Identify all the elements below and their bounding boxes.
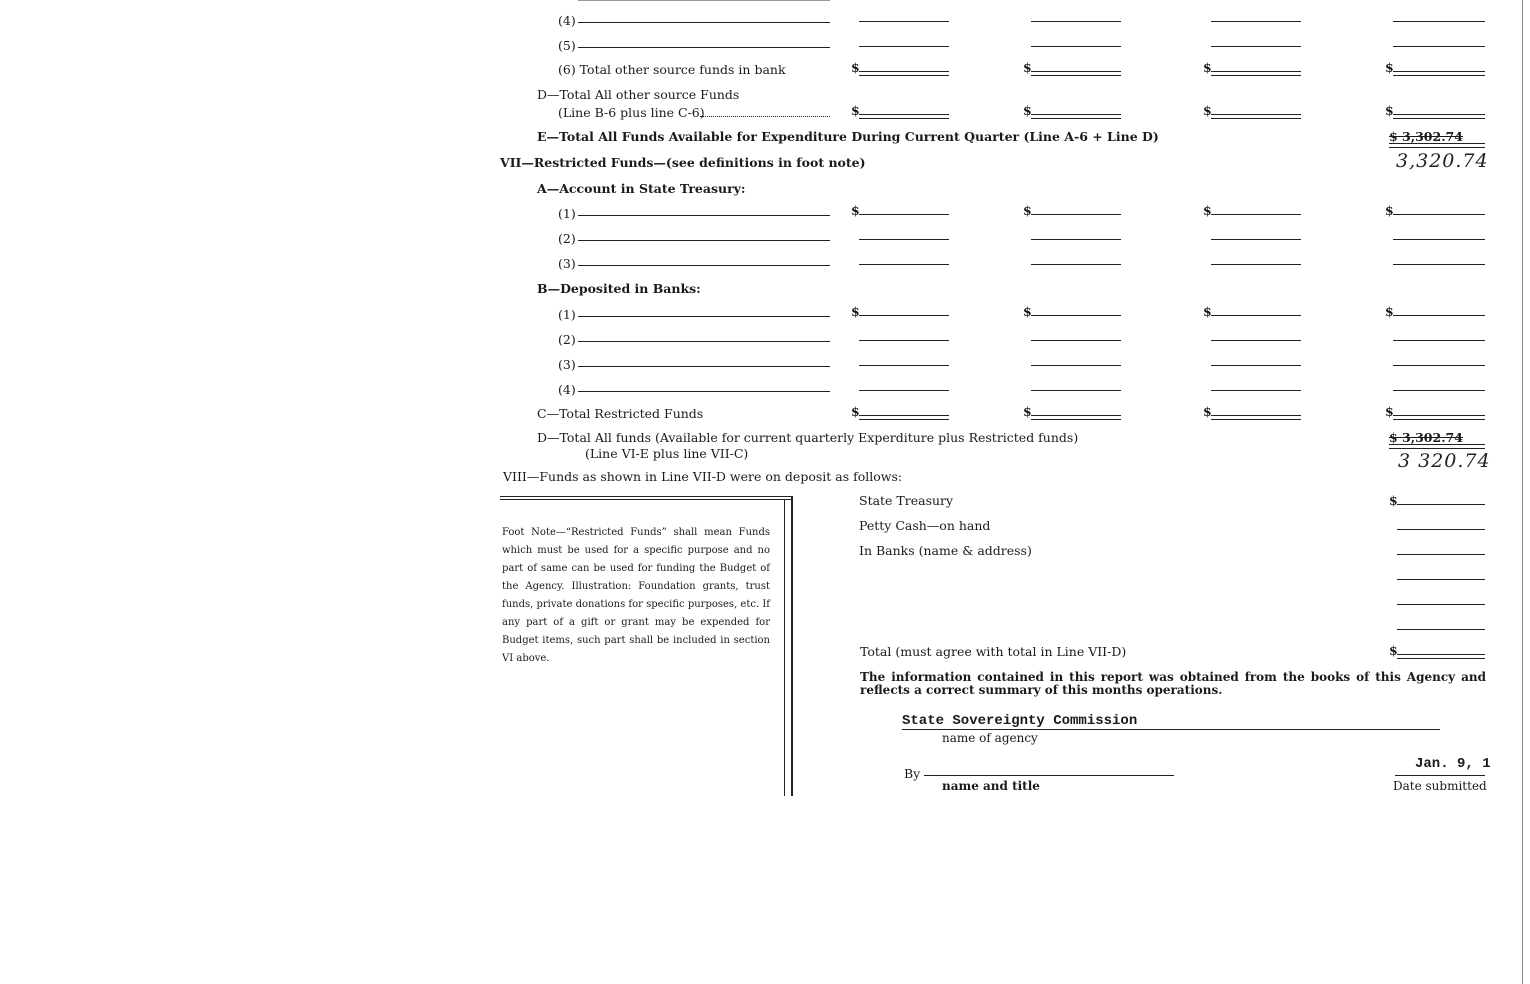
certification-statement: The information contained in this report was obtained from the books of this Agency and reflects a correct summary of this months operations. xyxy=(860,670,1486,697)
line-d-sub: (Line B-6 plus line C-6) xyxy=(558,105,705,120)
vii-a-row1-label: (1) xyxy=(558,206,576,221)
line-e-handwritten-amount: 3,320.74 xyxy=(1396,150,1489,172)
currency-sign: $ xyxy=(1203,304,1212,319)
vii-c-label: C—Total Restricted Funds xyxy=(537,406,704,421)
currency-sign: $ xyxy=(1023,103,1032,118)
by-label: By xyxy=(904,766,921,781)
vii-d-label: D—Total All funds (Available for current quarterly Experditure plus Restricted funds) xyxy=(537,430,1079,445)
line-d-label: D—Total All other source Funds xyxy=(537,87,740,102)
deposit-state-treasury: State Treasury xyxy=(859,493,954,508)
section-vii-b-heading: B—Deposited in Banks: xyxy=(537,281,701,296)
section-vii-a-heading: A—Account in State Treasury: xyxy=(537,181,746,196)
date-submitted-value: Jan. 9, 1 xyxy=(1415,756,1491,772)
vii-d-handwritten-amount: 3 320.74 xyxy=(1398,450,1491,472)
vii-a-row2-label: (2) xyxy=(558,231,576,246)
currency-sign: $ xyxy=(1203,203,1212,218)
deposit-in-banks: In Banks (name & address) xyxy=(859,543,1032,558)
row-c5-label: (5) xyxy=(558,38,576,53)
currency-sign: $ xyxy=(1023,304,1032,319)
row-c4-label: (4) xyxy=(558,13,576,28)
currency-sign: $ xyxy=(1203,404,1212,419)
vii-a-row3-label: (3) xyxy=(558,256,576,271)
currency-sign: $ xyxy=(851,103,860,118)
currency-sign: $ xyxy=(851,404,860,419)
vii-b-row4-label: (4) xyxy=(558,382,576,397)
currency-sign: $ xyxy=(1385,103,1394,118)
agency-caption: name of agency xyxy=(942,731,1038,745)
deposit-petty-cash: Petty Cash—on hand xyxy=(859,518,991,533)
currency-sign: $ xyxy=(1203,60,1212,75)
restricted-funds-footnote: Foot Note—“Restricted Funds” shall mean Funds which must be used for a specific purpose and no part of same can be used for funding the Budget of the Agency. Illustration: Foundation grants, trust funds, private donations for specific purposes, etc. If any part of a gift or grant may be expended for Budget items, such part shall be included in section VI above. xyxy=(502,527,770,664)
vii-b-row1-label: (1) xyxy=(558,307,576,322)
vii-d-sub: (Line VI-E plus line VII-C) xyxy=(585,446,749,461)
date-submitted-caption: Date submitted xyxy=(1393,779,1487,793)
section-vii-heading: VII—Restricted Funds—(see definitions in foot note) xyxy=(500,155,866,170)
vii-b-row2-label: (2) xyxy=(558,332,576,347)
currency-sign: $ xyxy=(1023,404,1032,419)
currency-sign: $ xyxy=(1023,60,1032,75)
vii-b-row3-label: (3) xyxy=(558,357,576,372)
currency-sign: $ xyxy=(1385,304,1394,319)
currency-sign: $ xyxy=(851,203,860,218)
line-e-label: E—Total All Funds Available for Expenditure During Current Quarter (Line A-6 + Line D) xyxy=(537,129,1159,144)
name-title-caption: name and title xyxy=(942,779,1040,793)
currency-sign: $ xyxy=(1389,493,1398,508)
currency-sign: $ xyxy=(851,60,860,75)
currency-sign: $ xyxy=(1389,643,1398,658)
agency-name: State Sovereignty Commission xyxy=(902,713,1138,729)
currency-sign: $ xyxy=(1385,60,1394,75)
currency-sign: $ xyxy=(1385,203,1394,218)
row-c6-label: (6) Total other source funds in bank xyxy=(558,62,786,77)
section-viii-heading: VIII—Funds as shown in Line VII-D were on deposit as follows: xyxy=(503,469,903,484)
currency-sign: $ xyxy=(1203,103,1212,118)
vii-d-typed-amount: $ 3,302.74 xyxy=(1389,430,1463,445)
line-e-typed-amount: $ 3,302.74 xyxy=(1389,129,1463,144)
deposit-total: Total (must agree with total in Line VII-D) xyxy=(860,644,1127,659)
currency-sign: $ xyxy=(1385,404,1394,419)
currency-sign: $ xyxy=(851,304,860,319)
currency-sign: $ xyxy=(1023,203,1032,218)
